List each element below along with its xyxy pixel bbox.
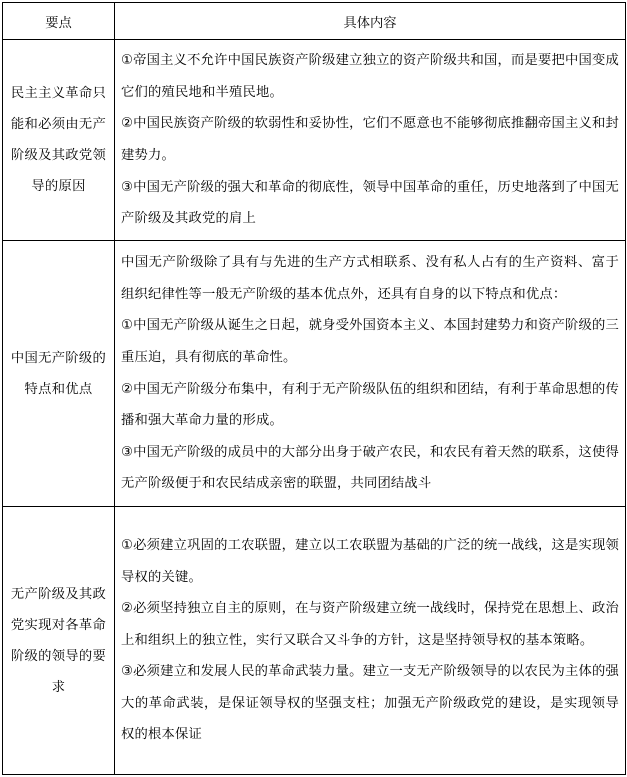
paragraph: ②必须坚持独立自主的原则，在与资产阶级建立统一战线时，保持党在思想上、政治上和组织上的独立性，实行又联合又斗争的方针，这是坚持领导权的基本策略。 <box>121 601 620 648</box>
content-table <box>2 2 626 775</box>
row-label: 无产阶级及其政党实现对各革命阶级的领导的要求 <box>3 507 115 775</box>
paragraph: ①必须建立巩固的工农联盟，建立以工农联盟为基础的广泛的统一战线，这是实现领导权的关键。 <box>121 537 620 585</box>
header-key-points: 要点 <box>3 3 115 40</box>
header-details: 具体内容 <box>115 3 626 40</box>
table-row <box>3 507 626 775</box>
row-label: 民主主义革命只能和必须由无产阶级及其政党领导的原因 <box>3 40 115 241</box>
row-content <box>115 40 626 241</box>
row-label: 中国无产阶级的特点和优点 <box>3 241 115 507</box>
paragraph: ①中国无产阶级从诞生之日起，就身受外国资本主义、本国封建势力和资产阶级的三重压迫，具有彻底的革命性。 <box>121 318 620 365</box>
paragraph: ③中国无产阶级的成员中的大部分出身于破产农民，和农民有着天然的联系，这使得无产阶级便于和农民结成亲密的联盟，共同团结战斗 <box>121 444 620 492</box>
paragraph: ③中国无产阶级的强大和革命的彻底性，领导中国革命的重任，历史地落到了中国无产阶级及其政党的肩上 <box>121 179 620 227</box>
table-header-row <box>3 3 626 40</box>
table-row <box>3 40 626 241</box>
paragraph: ②中国无产阶级分布集中，有利于无产阶级队伍的组织和团结，有利于革命思想的传播和强大革命力量的形成。 <box>121 381 620 429</box>
paragraph: ②中国民族资产阶级的软弱性和妥协性，它们不愿意也不能够彻底推翻帝国主义和封建势力。 <box>121 116 620 163</box>
paragraph: 中国无产阶级除了具有与先进的生产方式相联系、没有私人占有的生产资料、富于组织纪律性等一般无产阶级的基本优点外，还具有自身的以下特点和优点： <box>121 255 619 302</box>
row-content <box>115 241 626 507</box>
paragraph: ①帝国主义不允许中国民族资产阶级建立独立的资产阶级共和国，而是要把中国变成它们的殖民地和半殖民地。 <box>121 53 620 100</box>
paragraph: ③必须建立和发展人民的革命武装力量。建立一支无产阶级领导的以农民为主体的强大的革命武装，是保证领导权的坚强支柱；加强无产阶级政党的建设，是实现领导权的根本保证 <box>121 664 620 743</box>
table-row <box>3 241 626 507</box>
row-content <box>115 507 626 775</box>
